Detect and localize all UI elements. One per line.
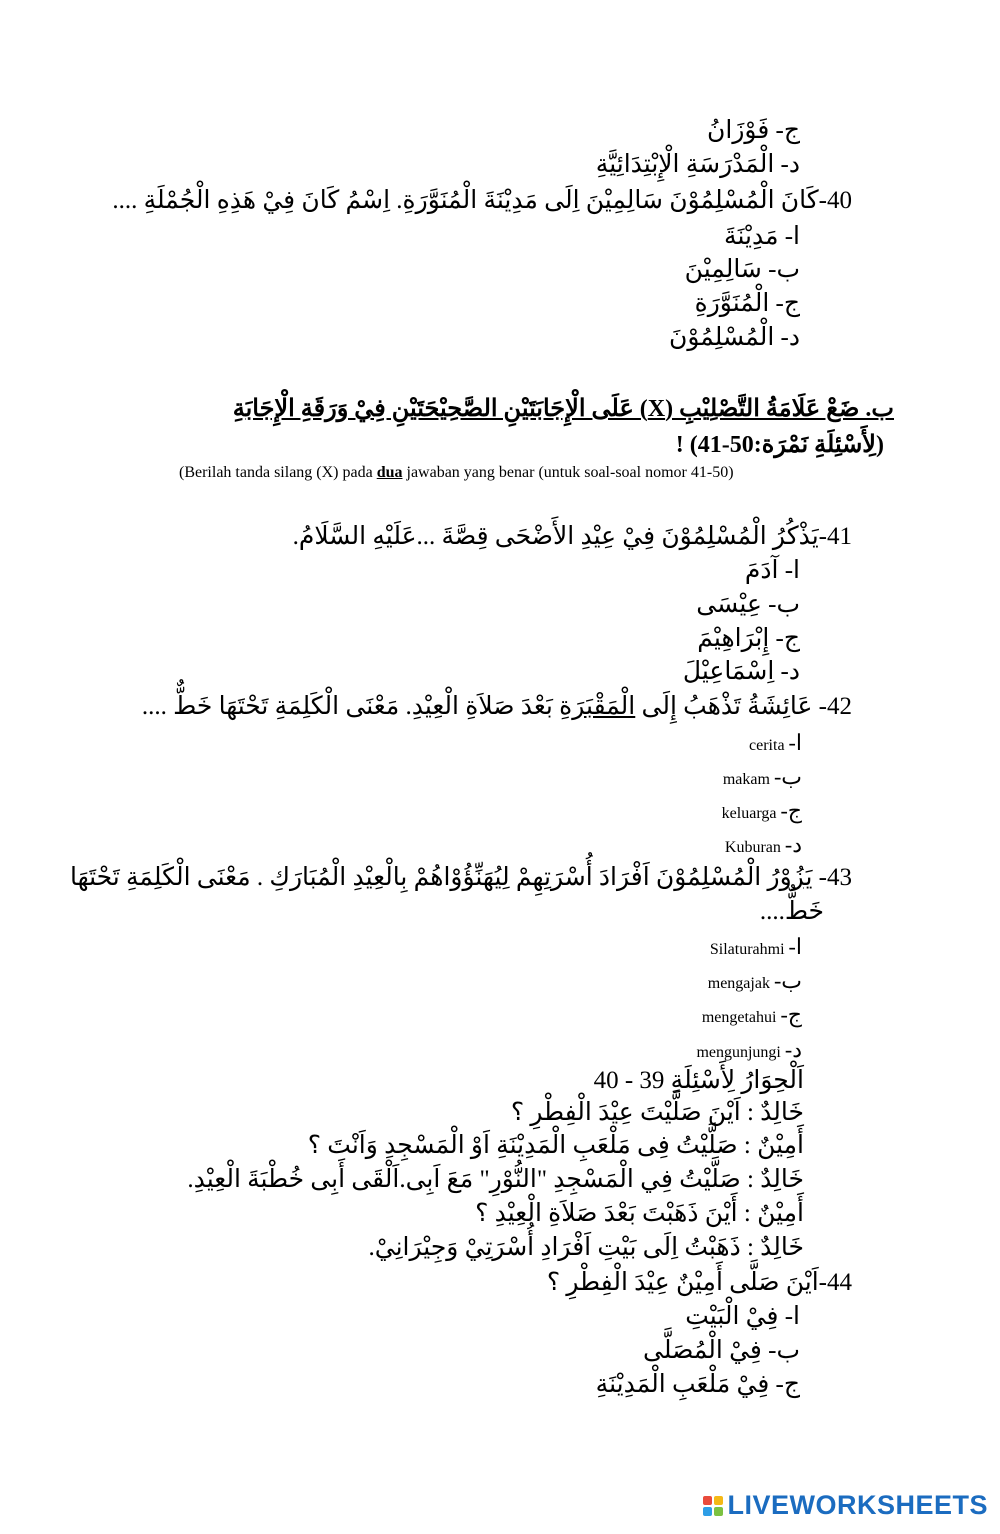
q39-option-d: د- الْمَدْرَسَةِ الْإِبْتِدَائِيَّةِ — [595, 151, 800, 178]
q42-option-d: د-Kuburan — [724, 832, 802, 857]
q41-question: 41-يَذْكُرُ الْمُسْلِمُوْنَ فِيْ عِيْدِ الأَضْحَى قِصَّةَ ...عَلَيْهِ السَّلَامُ. — [292, 523, 852, 550]
dialogue-line-5: خَالِدٌ : ذَهَبْتُ اِلَى بَيْتِ اَفْرَادِ أُسْرَتِيْ وَجِيْرَانِيْ. — [368, 1234, 804, 1261]
q43-option-c: ج-mengetahui — [701, 1002, 802, 1027]
q41-option-b: ب- عِيْسَى — [696, 591, 800, 618]
section-b-instruction: (Berilah tanda silang (X) pada dua jawaban yang benar (untuk soal-soal nomor 41-50) — [179, 464, 734, 481]
section-b-title: ب. ضَعْ عَلَامَةُ التَّصْلِيْبِ (X) عَلَى الْإِجَابَتَيْنِ الصَّحِيْحَتَيْنِ فِيْ وَرَقَةِ الْإِجَابَةِ — [232, 396, 894, 422]
q40-option-a: ا- مَدِيْنَةَ — [724, 223, 800, 250]
q43-underlined-word: يَزُوْرُ — [767, 864, 813, 891]
q44-option-c: ج- فِيْ مَلْعَبِ الْمَدِيْنَةِ — [595, 1371, 800, 1398]
q43-option-a: ا-Silaturahmi — [709, 934, 802, 959]
q43-question: 43- يَزُوْرُ الْمُسْلِمُوْنَ اَفْرَادَ أُسْرَتِهِمْ لِيُهَنِّؤُوْاهُمْ بِالْعِيْدِ الْمُبَارَكِ . مَعْنَى الْكَلِمَةِ تَحْتَهَا — [69, 864, 852, 891]
q41-option-a: ا- آدَمَ — [744, 557, 800, 584]
q43-option-b: ب-mengajak — [707, 968, 802, 993]
q40-option-b: ب- سَالِمِيْنَ — [684, 256, 800, 283]
q44-question: 44-اَيْنَ صَلَّى أَمِيْنٌ عِيْدَ الْفِطْرِ ؟ — [546, 1269, 852, 1296]
q44-option-a: ا- فِيْ الْبَيْتِ — [685, 1303, 800, 1330]
dialogue-title: اَلْحِوَارُ لِأَسْئِلَةِ 39 - 40 — [593, 1067, 804, 1094]
q41-option-c: ج- إِبْرَاهِيْمَ — [697, 625, 800, 652]
q42-option-a: ا-cerita — [749, 730, 802, 755]
logo-square-red — [703, 1496, 712, 1505]
q40-question: 40-كَانَ الْمُسْلِمُوْنَ سَالِمِيْنَ اِلَى مَدِيْنَةَ الْمُنَوَّرَةِ. اِسْمُ كَانَ فِيْ هَذِهِ الْجُمْلَةِ .... — [112, 187, 852, 214]
q42-option-c: ج-keluarga — [721, 798, 802, 823]
section-b-title-line2: (لِأَسْئِلَةِ نَمْرَة:50-41) ! — [675, 432, 884, 458]
dialogue-line-2: أَمِيْنٌ : صَلَّيْتُ فِى مَلْعَبِ الْمَدِيْنَةِ اَوْ الْمَسْجِدِ وَاَنْتَ ؟ — [307, 1132, 804, 1159]
liveworksheets-brand-text: LIVEWORKSHEETS — [727, 1490, 988, 1520]
q41-option-d: د- اِسْمَاعِيْلَ — [682, 658, 800, 685]
logo-square-green — [714, 1507, 723, 1516]
q39-option-c: ج- فَوْزَانُ — [707, 117, 800, 144]
liveworksheets-logo-icon — [703, 1496, 723, 1516]
q43-option-d: د-mengunjungi — [696, 1037, 802, 1062]
q40-option-c: ج- الْمُنَوَّرَةِ — [694, 290, 800, 317]
q42-option-b: ب-makam — [722, 764, 802, 789]
dialogue-line-3: خَالِدٌ : صَلَّيْتُ فِي الْمَسْجِدِ "النُّوْرِ" مَعَ اَبِى.اَلْقَى أَبِى خُطْبَةَ الْعِيْدِ. — [187, 1166, 804, 1193]
q40-option-d: د- الْمُسْلِمُوْنَ — [668, 324, 800, 351]
q44-option-b: ب- فِيْ الْمُصَلَّى — [643, 1337, 800, 1364]
liveworksheets-logo — [703, 1490, 988, 1521]
logo-square-yellow — [714, 1496, 723, 1505]
dialogue-line-4: أَمِيْنٌ : أَيْنَ ذَهَبْتَ بَعْدَ صَلاَةِ الْعِيْدِ ؟ — [475, 1200, 804, 1227]
q43-question-line2: خَطٌّ.... — [759, 898, 824, 925]
q42-underlined-word: الْمَقْبَرَةِ — [559, 693, 636, 720]
q42-question: 42- عَائِشَةُ تَذْهَبُ إِلَى الْمَقْبَرَةِ بَعْدَ صَلاَةِ الْعِيْدِ. مَعْنَى الْكَلِمَةِ تَحْتَهَا خَطٌّ .... — [141, 693, 852, 720]
dialogue-line-1: خَالِدٌ : اَيْنَ صَلَّيْتَ عِيْدَ الْفِطْرِ ؟ — [510, 1099, 804, 1126]
logo-square-blue — [703, 1507, 712, 1516]
